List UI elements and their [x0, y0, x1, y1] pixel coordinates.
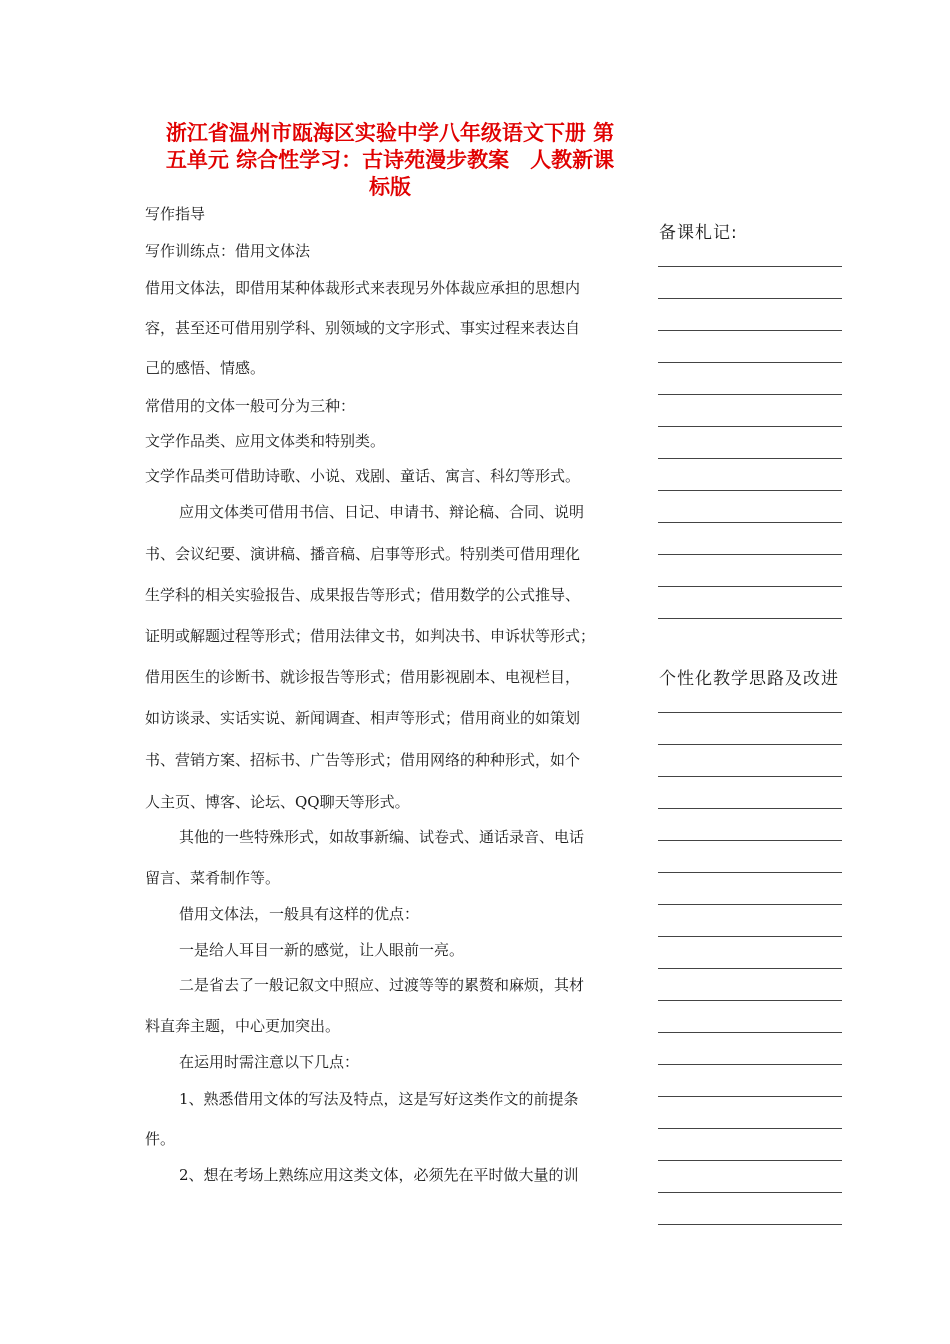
body-paragraph-line: 件。: [145, 1130, 176, 1148]
body-paragraph-line: 应用文体类可借用书信、日记、申请书、辩论稿、合同、说明: [179, 503, 585, 521]
body-paragraph-line: 证明或解题过程等形式；借用法律文书，如判决书、申诉状等形式；: [145, 627, 596, 645]
body-paragraph-line: 书、会议纪要、演讲稿、播音稿、启事等形式。特别类可借用理化: [145, 545, 581, 563]
note-rule-line: [658, 904, 842, 905]
title-line: 浙江省温州市瓯海区实验中学八年级语文下册 第: [165, 121, 615, 145]
body-paragraph-line: 生学科的相关实验报告、成果报告等形式；借用数学的公式推导、: [145, 586, 581, 604]
note-rule-line: [658, 1032, 842, 1033]
prep-notes-heading: 备课札记:: [659, 223, 738, 243]
body-paragraph-line: 借用文体法，一般具有这样的优点：: [179, 905, 420, 923]
note-rule-line: [658, 1224, 842, 1225]
body-paragraph-line: 文学作品类、应用文体类和特别类。: [145, 432, 386, 450]
body-paragraph-line: 2、想在考场上熟练应用这类文体，必须先在平时做大量的训: [179, 1166, 579, 1184]
note-rule-line: [658, 554, 842, 555]
note-rule-line: [658, 1064, 842, 1065]
note-rule-line: [658, 1128, 842, 1129]
note-rule-line: [658, 1160, 842, 1161]
note-rule-line: [658, 1000, 842, 1001]
body-paragraph-line: 写作训练点：借用文体法: [145, 242, 311, 260]
note-rule-line: [658, 490, 842, 491]
body-paragraph-line: 借用文体法，即借用某种体裁形式来表现另外体裁应承担的思想内: [145, 279, 581, 297]
body-paragraph-line: 料直奔主题，中心更加突出。: [145, 1017, 341, 1035]
note-rule-line: [658, 266, 842, 267]
note-rule-line: [658, 936, 842, 937]
body-paragraph-line: 写作指导: [145, 205, 206, 223]
note-rule-line: [658, 362, 842, 363]
body-paragraph-line: 容，甚至还可借用别学科、别领域的文字形式、事实过程来表达自: [145, 319, 581, 337]
teaching-ideas-heading: 个性化教学思路及改进: [659, 669, 839, 689]
note-rule-line: [658, 394, 842, 395]
note-rule-line: [658, 1192, 842, 1193]
body-paragraph-line: 留言、菜肴制作等。: [145, 869, 281, 887]
note-rule-line: [658, 458, 842, 459]
note-rule-line: [658, 522, 842, 523]
note-rule-line: [658, 712, 842, 713]
body-paragraph-line: 在运用时需注意以下几点：: [179, 1053, 360, 1071]
body-paragraph-line: 书、营销方案、招标书、广告等形式；借用网络的种种形式，如个: [145, 751, 581, 769]
title-line: 五单元 综合性学习：古诗苑漫步教案 人教新课: [165, 148, 615, 172]
note-rule-line: [658, 872, 842, 873]
note-rule-line: [658, 1096, 842, 1097]
body-paragraph-line: 二是省去了一般记叙文中照应、过渡等等的累赘和麻烦，其材: [179, 976, 585, 994]
body-paragraph-line: 常借用的文体一般可分为三种：: [145, 397, 356, 415]
note-rule-line: [658, 330, 842, 331]
note-rule-line: [658, 808, 842, 809]
note-rule-line: [658, 426, 842, 427]
note-rule-line: [658, 776, 842, 777]
note-rule-line: [658, 744, 842, 745]
body-paragraph-line: 一是给人耳目一新的感觉，让人眼前一亮。: [179, 941, 465, 959]
body-paragraph-line: 人主页、博客、论坛、QQ聊天等形式。: [145, 793, 410, 811]
body-paragraph-line: 借用医生的诊断书、就诊报告等形式；借用影视剧本、电视栏目，: [145, 668, 581, 686]
body-paragraph-line: 如访谈录、实话实说、新闻调查、相声等形式；借用商业的如策划: [145, 709, 581, 727]
note-rule-line: [658, 968, 842, 969]
note-rule-line: [658, 586, 842, 587]
body-paragraph-line: 文学作品类可借助诗歌、小说、戏剧、童话、寓言、科幻等形式。: [145, 467, 581, 485]
note-rule-line: [658, 618, 842, 619]
body-paragraph-line: 己的感悟、情感。: [145, 359, 266, 377]
document-title: [140, 120, 640, 201]
note-rule-line: [658, 840, 842, 841]
body-paragraph-line: 1、熟悉借用文体的写法及特点，这是写好这类作文的前提条: [179, 1090, 579, 1108]
body-paragraph-line: 其他的一些特殊形式，如故事新编、试卷式、通话录音、电话: [179, 828, 585, 846]
note-rule-line: [658, 298, 842, 299]
title-line: 标版: [369, 175, 411, 199]
